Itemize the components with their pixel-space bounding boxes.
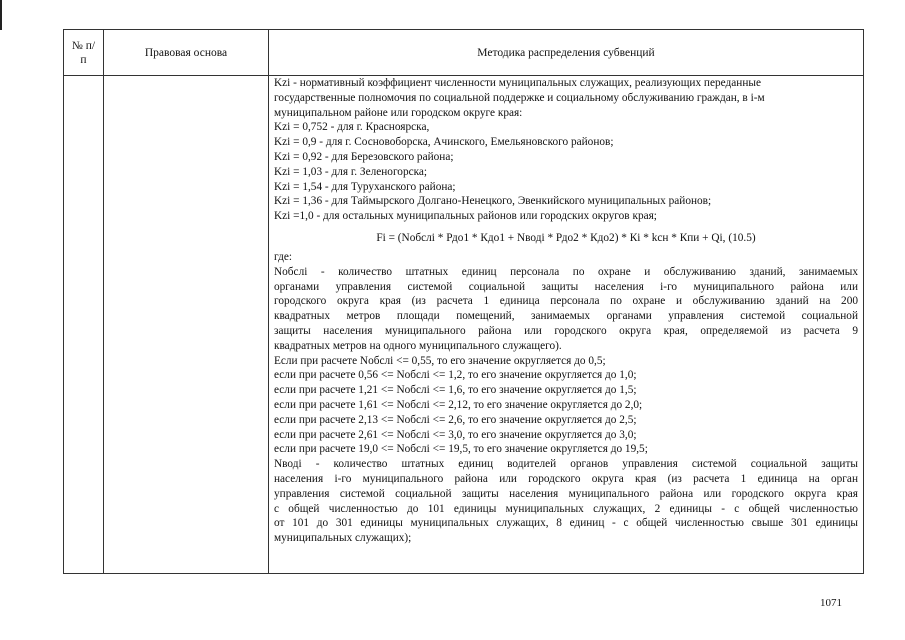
text-line: если при расчете 0,56 <= Nобслi <= 1,2, то его значение округляется до 1,0; <box>274 369 637 382</box>
header-legal-basis: Правовая основа <box>104 30 269 76</box>
number-cell <box>64 76 104 574</box>
text-line: если при расчете 2,13 <= Nобслi <= 2,6, то его значение округляется до 2,5; <box>274 413 637 426</box>
text-line: квадратных метров на одного муниципального служащего). <box>274 339 562 352</box>
text-line: Nводi - количество штатных единиц водителей органов управления системой социальной защиты <box>274 458 858 471</box>
table-body-row <box>64 76 864 574</box>
text-line: муниципальных служащих); <box>274 532 412 545</box>
text-line: если при расчете 1,61 <= Nобслi <= 2,12, то его значение округляется до 2,0; <box>274 398 643 411</box>
formula-10-5: Fi = (Nобслi * Рдо1 * Кдо1 + Nводi * Рдо2 * Кдо2) * Кi * kсн * Кпи + Qi, (10.5) <box>376 231 756 244</box>
header-number-label: № п/п <box>71 39 96 66</box>
text-line: Kzi - нормативный коэффициент численности муниципальных служащих, реализующих переданные <box>274 77 761 89</box>
methodology-cell <box>269 76 864 574</box>
text-line: Kzi =1,0 - для остальных муниципальных районов или городских округов края; <box>274 210 657 223</box>
text-line: Kzi = 1,03 - для г. Зеленогорска; <box>274 165 428 178</box>
text-line: Если при расчете Nобслi <= 0,55, то его значение округляется до 0,5; <box>274 354 606 367</box>
legal-basis-cell <box>104 76 269 574</box>
text-line: где: <box>274 250 292 263</box>
text-line: населения i-го муниципального района или городского округа края (из расчета 1 единица на орган <box>274 472 858 485</box>
text-line: Kzi = 1,36 - для Таймырского Долгано-Ненецкого, Эвенкийского муниципальных районов; <box>274 195 712 208</box>
table-header-row <box>64 30 864 76</box>
text-line: если при расчете 2,61 <= Nобслi <= 3,0, то его значение округляется до 3,0; <box>274 428 637 441</box>
text-line: управления системой социальной защиты населения муниципального района или городского округа края <box>274 487 858 500</box>
methodology-table <box>63 29 864 574</box>
text-line: Kzi = 0,92 - для Березовского района; <box>274 150 454 163</box>
text-line: с общей численностью до 101 единицы муниципальных служащих, 2 единицы - с общей численностью <box>274 502 858 515</box>
page-number: 1071 <box>820 597 842 609</box>
text-line: квадратных метров площади помещений, занимаемых органами управления системой социальной <box>274 310 858 323</box>
text-line: Kzi = 0,9 - для г. Сосновоборска, Ачинского, Емельяновского районов; <box>274 136 614 149</box>
text-line: органами управления системой социальной защиты населения i-го муниципального района или <box>274 280 858 293</box>
text-line: Kzi = 1,54 - для Туруханского района; <box>274 180 456 193</box>
text-line: если при расчете 19,0 <= Nобслi <= 19,5, то его значение округляется до 19,5; <box>274 443 648 456</box>
text-line: защиты населения муниципального района или городского округа края, определяемой из расчета 9 <box>274 324 858 337</box>
text-line: Kzi = 0,752 - для г. Красноярска, <box>274 121 430 134</box>
text-line: если при расчете 1,21 <= Nобслi <= 1,6, то его значение округляется до 1,5; <box>274 384 637 397</box>
text-line: муниципальном районе или городском округе края: <box>274 106 523 119</box>
scan-edge-mark <box>0 0 2 30</box>
text-line: от 101 до 301 единицы муниципальных служащих, 8 единиц - с общей численностью свыше 301 единицы <box>274 517 858 530</box>
header-methodology: Методика распределения субвенций <box>269 30 864 76</box>
header-number <box>64 30 104 76</box>
text-line: государственные полномочия по социальной поддержке и социальному обслуживанию граждан, в i-м <box>274 91 765 104</box>
text-line: городского округа края (из расчета 1 единица персонала по охране и обслуживанию зданий на 200 <box>274 295 858 308</box>
text-line: Nобслi - количество штатных единиц персонала по охране и обслуживанию зданий, занимаемых <box>274 265 858 278</box>
